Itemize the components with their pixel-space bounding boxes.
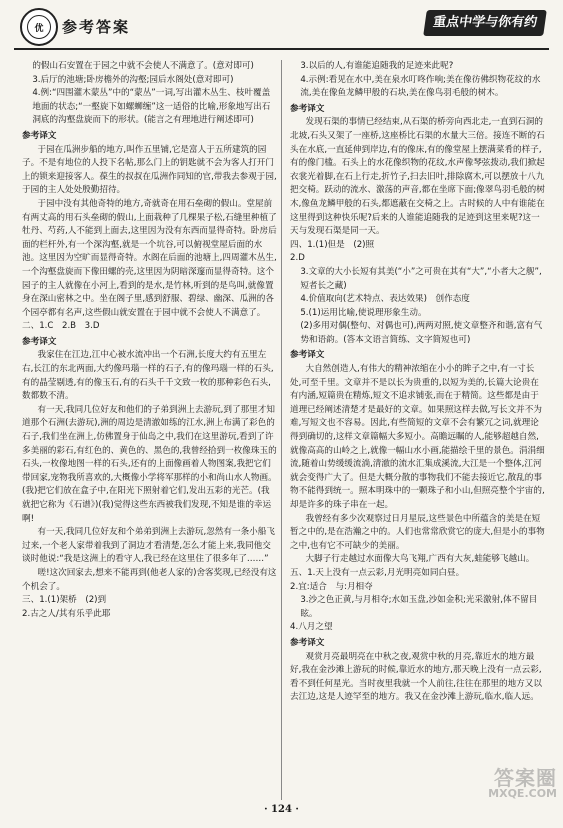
answer-paragraph: 发现石渠的事情已经结束,从石渠的桥旁向西北走,一直到石洞的北坡,石头又架了一座桥,这座桥比石渠的水量大三倍。接连不断的石头在水底,一直延伸到岸边,有的像床,有的像堂屋上摆满菜肴的样子,有的像门槛。石头上的水花像织物的花纹,水声像琴弦拨动,我们掀起衣裳光着脚,在石上行走,折竹子,扫去旧叶,排除腐木,可以摆放十八九把交椅。跃动的流水、激荡的声音,都在坐席下面;像翠鸟羽毛般的树木,像鱼龙鳞甲般的石头,都遮蔽在交椅之上。古时候的人中有谁能在这里得到这种快乐呢?后来的人谁能追随我的足迹到这里来呢?这一天与发现石渠是同一天。 bbox=[290, 117, 545, 237]
column-divider bbox=[281, 60, 282, 800]
answer-paragraph: 3.以后的人,有谁能追随我的足迹来此呢? bbox=[300, 61, 454, 71]
answer-paragraph: 2.古之人/其有乐乎此耶 bbox=[22, 608, 111, 619]
right-column bbox=[290, 60, 545, 705]
section-label: 参考答案 bbox=[62, 18, 131, 36]
page-header bbox=[14, 6, 549, 50]
answer-paragraph: 3.文章的大小长短有其美(“小”之可贵在其有“大”,“小者大之舰”,短者长之藏) bbox=[300, 266, 542, 291]
answer-paragraph: 我曾经有多少次观察过日月星辰,这些景色中所蕴含的美是在短暂之中的,是在浩瀚之中的。人们也常常欣赏它的庞大,但是小的事物之中,也有它不可缺少的美丽。 bbox=[290, 513, 545, 551]
answer-paragraph: 嗟!这次回家去,想来不能再到(他老人家的)舍客奖现,已经没有这个机会了。 bbox=[22, 567, 277, 592]
answer-paragraph: 2.宜:适合 与:月相夺 bbox=[290, 581, 373, 592]
answer-paragraph: 二、1.C 2.B 3.D bbox=[22, 321, 100, 332]
left-column bbox=[22, 60, 277, 621]
answer-paragraph: 4.价值取向(艺术特点、表达效果) 创作态度 bbox=[300, 294, 470, 305]
answer-paragraph: 我家住在江边,江中心被水流冲出一个石洲,长度大约有五里左右,长江的东北两面,大约像玛瑙一样的石子,有的像玛瑙一样的石头,有的晶莹剔透,有的像玉石,有的石头千千文致一枚的那种彩色石头,数都数不清。 bbox=[22, 350, 274, 402]
watermark bbox=[437, 766, 557, 820]
answer-paragraph: 五、1.天上没有一点云彩,月光明亮如同白昼。 bbox=[290, 567, 465, 578]
answer-paragraph: 观赏月亮最明亮在中秋之夜,观赏中秋的月亮,靠近水的地方最好,我在金沙滩上游玩的时候,靠近水的地方,那天晚上没有一点云彩,看不到任何星光。当时夜里我就一个人前往,往往在那里的地方又以去江边,这是人迹罕至的地方。我又在金沙滩上游玩,临水,临人远。 bbox=[290, 651, 542, 703]
answer-paragraph: (2)多用对偶(整句、对偶也可),两两对照,使文章整齐和谐,富有气势和语韵。(答本文语言简练、文字简短也可) bbox=[300, 321, 543, 345]
school-logo-icon bbox=[20, 8, 58, 46]
answer-paragraph: 大自然创造人,有伟大的精神浓缩在小小的眸子之中,有一寸长处,可至千里。文章并不是以长为贵重的,以短为美的,长篇大论贵在有内涵,短篇贵在精炼,短文不追求铺张,而在于精简。这些都是由于道理已经阐述清楚才是最好的文章。如果照这样去做,写长文并不为难,写短文也不容易。因此,有些简短的文章不会有繁冗之词,就理论得到确切的,这样文章篇幅大多短小。高瞻远瞩的人,能够超越自然,就像高高的山岭之上,就像一幅山水小画,能描绘千里的景色。涓涓细流,随着山势缓缓流淌,清澈的流水汇集成溪流,大江是一个整体,江河就会变得广大了。但是大概分散的事物我们不能去接近它,散乱的事物不能得到统一。照本明珠中的一颗珠子和小山,但照亮整个宇宙的,却是许多的珠子串在一起。 bbox=[290, 364, 545, 510]
watermark-line1: 答案圈 bbox=[494, 766, 557, 790]
answer-paragraph: 5.(1)运用比喻,使说理形象生动。 bbox=[300, 307, 427, 318]
brand-banner: 重点中学与你有约 bbox=[423, 10, 547, 36]
answer-paragraph: 4.示例:看见在水中,美在泉水叮咚作响;美在像彷佛织物花纹的水流,美在像鱼龙鳞甲般的石块,美在像鸟羽毛般的树木。 bbox=[300, 74, 541, 99]
answer-paragraph: 四、1.(1)但是 (2)照 bbox=[290, 239, 375, 250]
answer-paragraph: 4.例:“四围灌木蒙丛”中的“蒙丛”一词,写出灌木丛生、枝叶覆盖地面的状态;“一壑旋下如螺蛳缠”这一适俗的比喻,形象地写出石洞底的沟壑盘旋而下的形状。(能言之有理地进行阐述即可) bbox=[32, 88, 271, 126]
section-heading: 参考译文 bbox=[22, 336, 57, 347]
page-number: · 124 · bbox=[264, 804, 299, 815]
answer-paragraph: 有一天,我同几位好友和他们的子弟到洲上去游玩,到了那里才知道那个石洲(去游玩),洲的周边是清澈如练的江水,洲上布满了彩色的石子,我们坐在洲上,仿佛置身于仙岛之中,我们在这里游玩,看到了许多美丽的彩石,有红色的、黄色的、黑色的,我曾经拾到一枚像珠玉的石头,一枚像地图一样的石头,还有的上面像画着人物图案,我把它们带回家,宠物我所喜欢的,大概像小学将军那样的小和尚山水人物画。(我)把它们放在盒子中,在阳光下照射着它们,发出五彩的光芒。(我就把它称为《石谱》)(我)觉得这些东西被我们发现,不知是谁的幸运啊! bbox=[22, 404, 277, 524]
section-heading: 参考译文 bbox=[290, 637, 325, 648]
answer-paragraph: 三、1.(1)架桥 (2)到 bbox=[22, 595, 107, 606]
answer-paragraph: 3.后厅的池塘;卧房檐外的沟壑;园后水阁处(意对即可) bbox=[32, 74, 234, 85]
answer-paragraph: 有一天,我同几位好友和个弟弟到洲上去游玩,忽然有一条小船飞过来,一个老人家带着我到了洞边才看清楚,怎么才能上来,我同他交谈时他说:“我是这洲上的看守人,我已经在这里住了很多年了……” bbox=[22, 527, 275, 565]
answer-paragraph: 的假山石安置在于园之中就不会使人不满意了。(意对即可) bbox=[32, 61, 254, 71]
answer-paragraph: 于园在瓜洲步船的地方,叫作五里铺,它是富人于五所建筑的园子。不是有地位的人投下名帖,那么门上的钥匙就不会为客人打开门上的锁来迎接客人。葆生的叔叔在瓜洲作同知的官,带我去参观于园,于园的主人处处殷勤招待。 bbox=[22, 144, 277, 196]
logo-text: 优 bbox=[27, 15, 51, 39]
answer-paragraph: 于园中没有其他奇特的地方,奇就奇在用石垒砌的假山。堂屋前有两丈高的用石头垒砌的假山,上面栽种了几棵果子松,石缝里种植了牡丹、芍药,人不能到上面去,这里因为没有东西而显得奇特。卧房后面的栏杆外,有一个深沟壑,就是一个坑谷,可以俯视堂屋后面的水池。这里因为空旷而显得奇特。水阁在后面的池塘上,四周灌木丛生,一个沟壑盘旋而下像田螺的壳,这里因为阴暗深邃而显得奇特。这个园子的主人就像在小河上,看到的是水,是竹林,听到的是鸟叫,就像置身在深山密林之中。坐在阁子里,感到舒服、碧绿、幽深、瓜洲的各个园亭都有名声,这些假山就安置在于园中就不会使人不满意了。 bbox=[22, 198, 277, 318]
section-heading: 参考译文 bbox=[22, 130, 57, 141]
section-heading: 参考译文 bbox=[290, 350, 325, 361]
section-heading: 参考译文 bbox=[290, 103, 325, 114]
answer-paragraph: 2.D bbox=[290, 253, 305, 264]
answer-paragraph: 3.沙之色正黄,与月相夺;水如玉盘,沙如金积;光采激射,体不留目眩。 bbox=[300, 595, 538, 619]
answer-paragraph: 4.八月之望 bbox=[290, 622, 333, 633]
answer-paragraph: 大脚子行走越过水面像大鸟飞翔,广西有大灰,蛙能够飞越山。 bbox=[305, 554, 535, 565]
watermark-line2: MXQE.COM bbox=[488, 787, 557, 800]
